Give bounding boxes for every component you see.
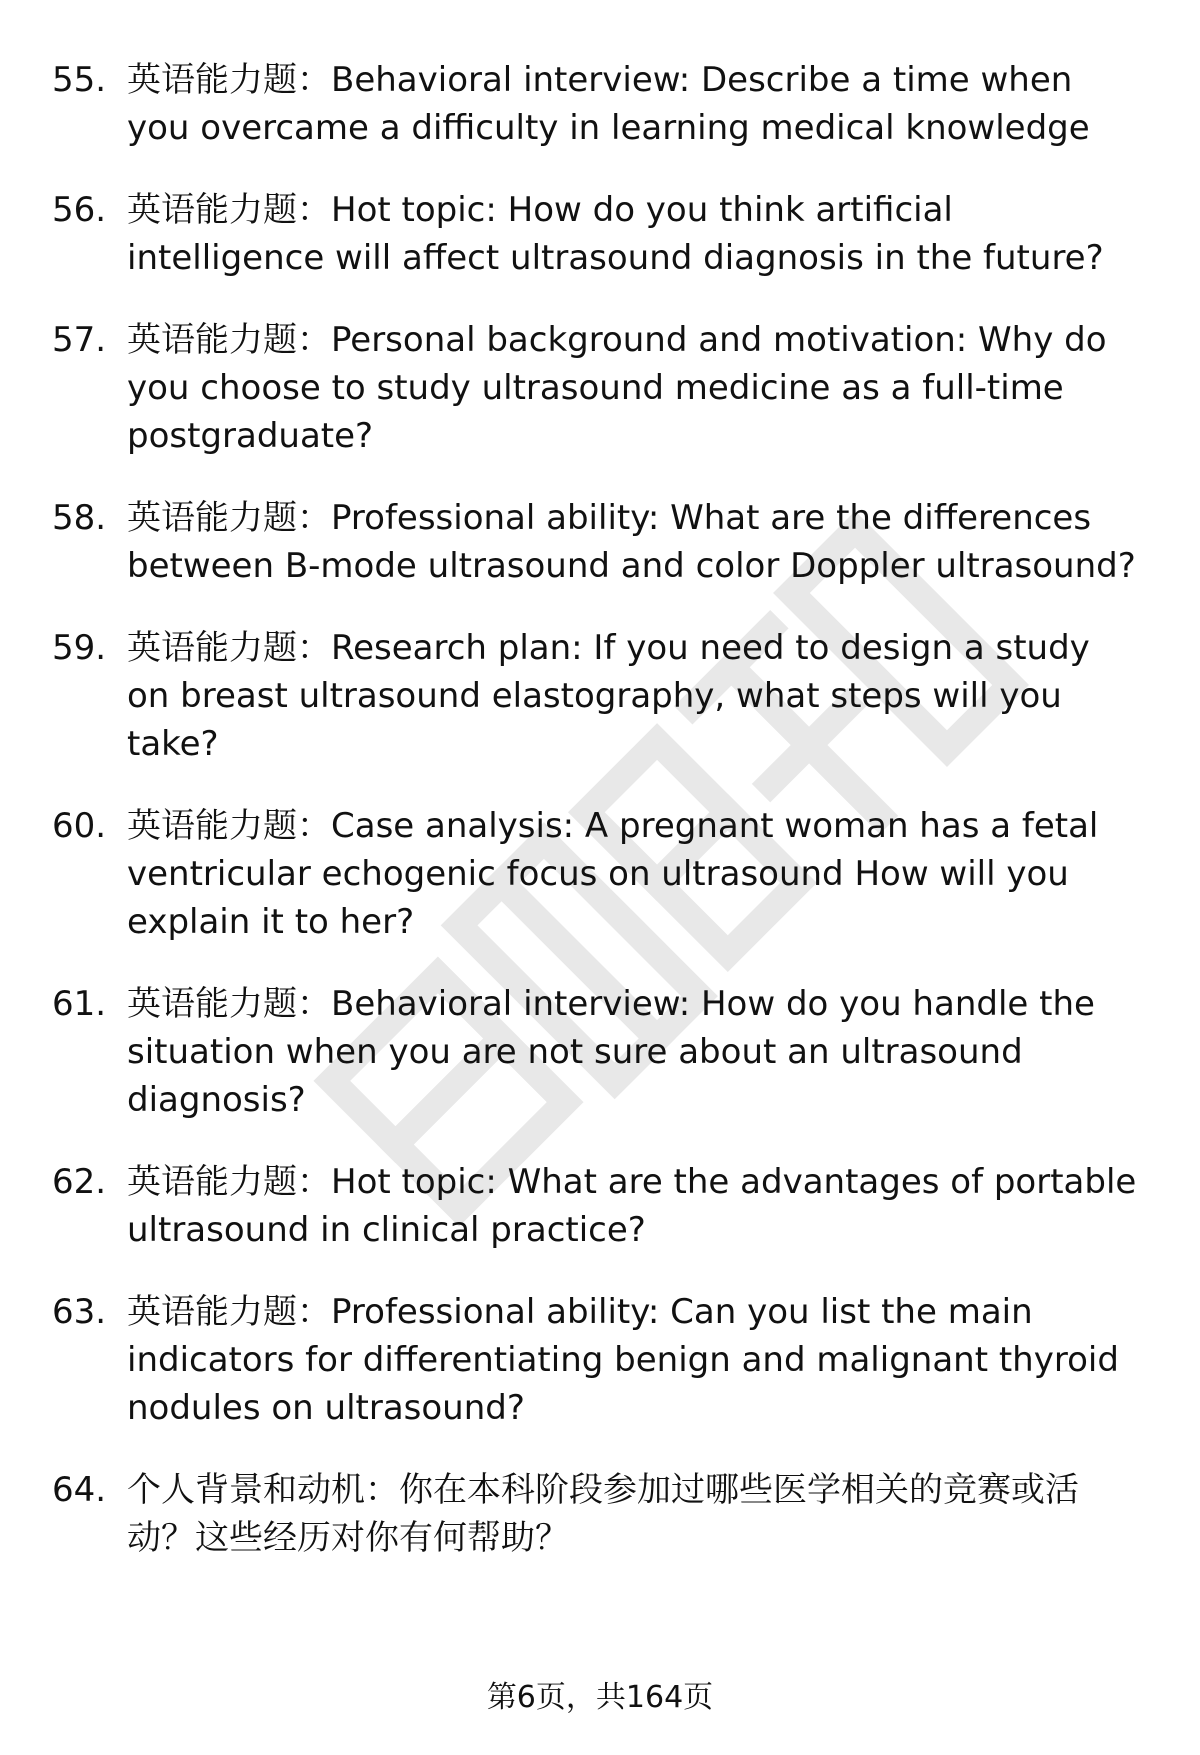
question-number: 64.: [52, 1470, 107, 1510]
question-item: [0, 624, 1200, 768]
question-number: 61.: [52, 984, 107, 1024]
question-text: 英语能力题：Personal background and motivation: Why do you choose to study ultrasound medicine as a full-time postgraduate?: [127, 320, 1107, 456]
question-list: [0, 56, 1200, 1596]
question-text: 英语能力题：Professional ability: What are the differences between B-mode ultrasound and color Doppler ultrasound?: [127, 498, 1136, 586]
question-text: 英语能力题：Hot topic: How do you think artificial intelligence will affect ultrasound diagnosis in the future?: [127, 190, 1104, 278]
question-item: [0, 802, 1200, 946]
question-number: 60.: [52, 806, 107, 846]
question-text: 英语能力题：Hot topic: What are the advantages of portable ultrasound in clinical practice?: [127, 1162, 1137, 1250]
question-number: 63.: [52, 1292, 107, 1332]
question-item: [0, 1288, 1200, 1432]
question-number: 58.: [52, 498, 107, 538]
page-number-footer: 第6页，共164页: [486, 1680, 714, 1715]
question-item: [0, 1158, 1200, 1254]
question-item: [0, 980, 1200, 1124]
question-text: 英语能力题：Behavioral interview: How do you handle the situation when you are not sure about an ultrasound diagnosis?: [127, 984, 1095, 1120]
question-text: 英语能力题：Research plan: If you need to design a study on breast ultrasound elastography, what steps will you take?: [127, 628, 1090, 764]
question-number: 59.: [52, 628, 107, 668]
question-number: 55.: [52, 60, 107, 100]
question-item: [0, 186, 1200, 282]
question-number: 62.: [52, 1162, 107, 1202]
question-item: [0, 316, 1200, 460]
question-number: 56.: [52, 190, 107, 230]
question-number: 57.: [52, 320, 107, 360]
question-text: 英语能力题：Professional ability: Can you list the main indicators for differentiating benign and malignant thyroid nodules on ultrasound?: [127, 1292, 1119, 1428]
question-item: [0, 1466, 1200, 1562]
question-text: 个人背景和动机：你在本科阶段参加过哪些医学相关的竞赛或活动？这些经历对你有何帮助？: [127, 1470, 1079, 1558]
question-text: 英语能力题：Behavioral interview: Describe a time when you overcame a difficulty in learning medical knowledge: [127, 60, 1090, 148]
question-text: 英语能力题：Case analysis: A pregnant woman has a fetal ventricular echogenic focus on ultrasound How will you explain it to her?: [127, 806, 1099, 942]
question-item: [0, 56, 1200, 152]
question-item: [0, 494, 1200, 590]
